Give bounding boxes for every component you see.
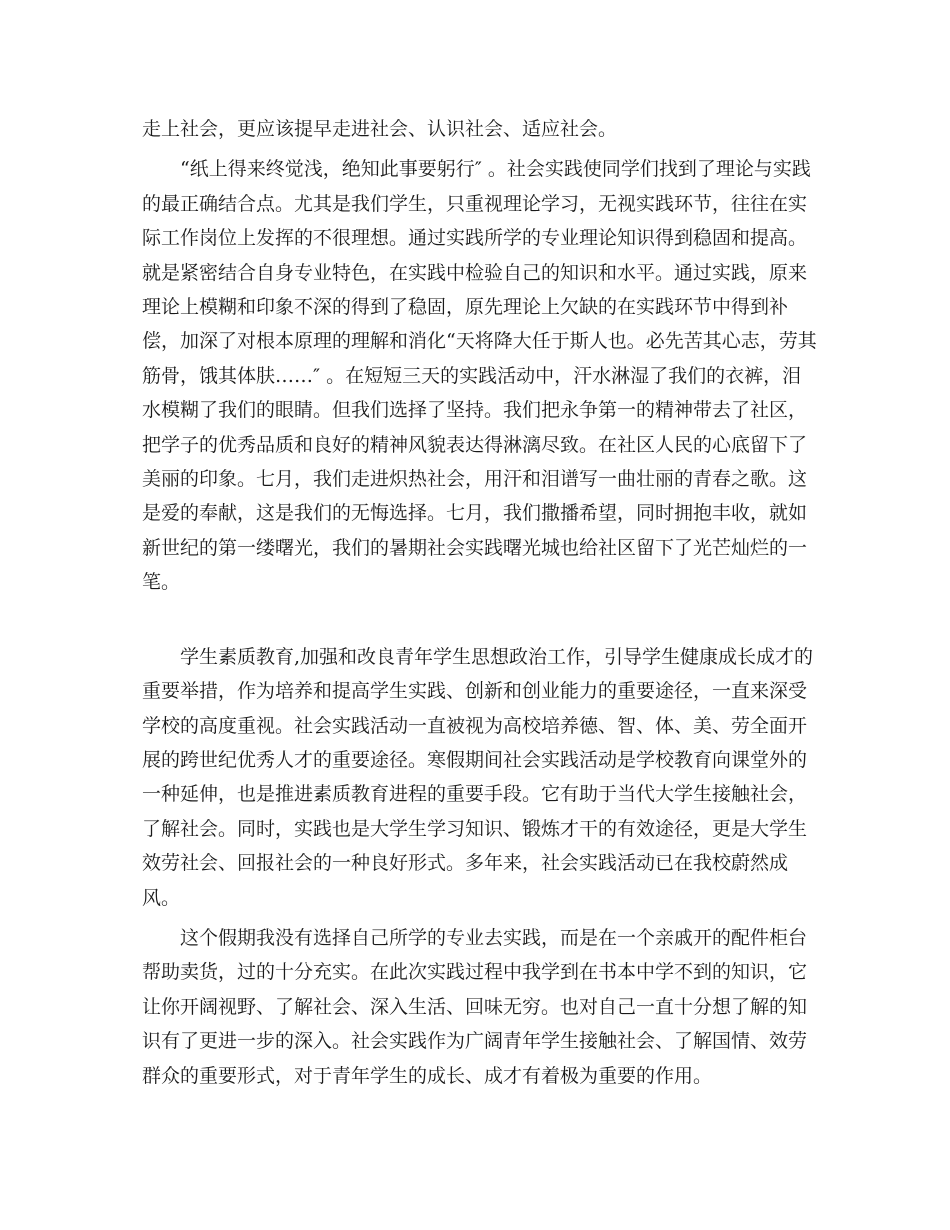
text-line: 一种延伸，也是推进素质教育进程的重要手段。它有助于当代大学生接触社会， (142, 783, 808, 806)
text-line (142, 599, 812, 633)
text-line: 走上社会，更应该提早走进社会、认识社会、适应社会。 (142, 118, 618, 140)
text-line: 是爱的奉献，这是我们的无悔选择。七月，我们撒播希望，同时拥抱丰收，就如 (142, 502, 808, 525)
text-line: 筋骨，饿其体肤……″ 。在短短三天的实践活动中，汗水淋湿了我们的衣裤，泪 (142, 364, 802, 387)
paragraph-1 (142, 112, 812, 146)
text-line: 重要举措，作为培养和提高学生实践、创新和创业能力的重要途径，一直来深受 (142, 680, 808, 703)
paragraph-2 (142, 152, 817, 633)
text-line: 效劳社会、回报社会的一种良好形式。多年来，社会实践活动已在我校蔚然成 (142, 852, 789, 875)
text-line: 际工作岗位上发挥的不很理想。通过实践所学的专业理论知识得到稳固和提高。 (142, 227, 808, 250)
text-line: 识有了更进一步的深入。社会实践作为广阔青年学生接触社会、了解国情、效劳 (142, 1030, 808, 1053)
text-line: 理论上模糊和印象不深的得到了稳固，原先理论上欠缺的在实践环节中得到补 (142, 295, 789, 318)
text-line: 群众的重要形式，对于青年学生的成长、成才有着极为重要的作用。 (142, 1064, 713, 1087)
text-line: 帮助卖货，过的十分充实。在此次实践过程中我学到在书本中学不到的知识，它 (142, 961, 808, 984)
text-line: “纸上得来终觉浅，绝知此事要躬行″ 。社会实践使同学们找到了理论与实践 (180, 158, 811, 181)
text-line: 风。 (142, 886, 181, 909)
paragraph-3 (142, 640, 812, 915)
document-body (142, 112, 817, 1093)
text-line: 美丽的印象。七月，我们走进炽热社会，用汗和泪谱写一曲壮丽的青春之歌。这 (142, 467, 808, 490)
text-line: 把学子的优秀品质和良好的精神风貌表达得淋漓尽致。在社区人民的心底留下了 (142, 433, 808, 456)
text-line: 水模糊了我们的眼睛。但我们选择了坚持。我们把永争第一的精神带去了社区， (142, 399, 808, 422)
text-line: 的最正确结合点。尤其是我们学生，只重视理论学习，无视实践环节，往往在实 (142, 192, 808, 215)
text-line: 展的跨世纪优秀人才的重要途径。寒假期间社会实践活动是学校教育向课堂外的 (142, 749, 808, 772)
text-line: 新世纪的第一缕曙光，我们的暑期社会实践曙光城也给社区留下了光芒灿烂的一 (142, 536, 808, 559)
text-line: 这个假期我没有选择自己所学的专业去实践，而是在一个亲戚开的配件柜台 (180, 926, 808, 949)
text-line: 学校的高度重视。社会实践活动一直被视为高校培养德、智、体、美、劳全面开 (142, 714, 808, 737)
text-line: 偿，加深了对根本原理的理解和消化“天将降大任于斯人也。必先苦其心志，劳其 (142, 330, 817, 353)
text-line: 学生素质教育,加强和改良青年学生思想政治工作，引导学生健康成长成才的 (180, 645, 814, 668)
text-line: 笔。 (142, 571, 181, 594)
text-line: 了解社会。同时，实践也是大学生学习知识、锻炼才干的有效途径，更是大学生 (142, 817, 808, 840)
paragraph-4 (142, 921, 812, 1093)
text-line: 让你开阔视野、了解社会、深入生活、回味无穷。也对自己一直十分想了解的知 (142, 995, 808, 1018)
text-line: 就是紧密结合自身专业特色，在实践中检验自己的知识和水平。通过实践，原来 (142, 261, 808, 284)
